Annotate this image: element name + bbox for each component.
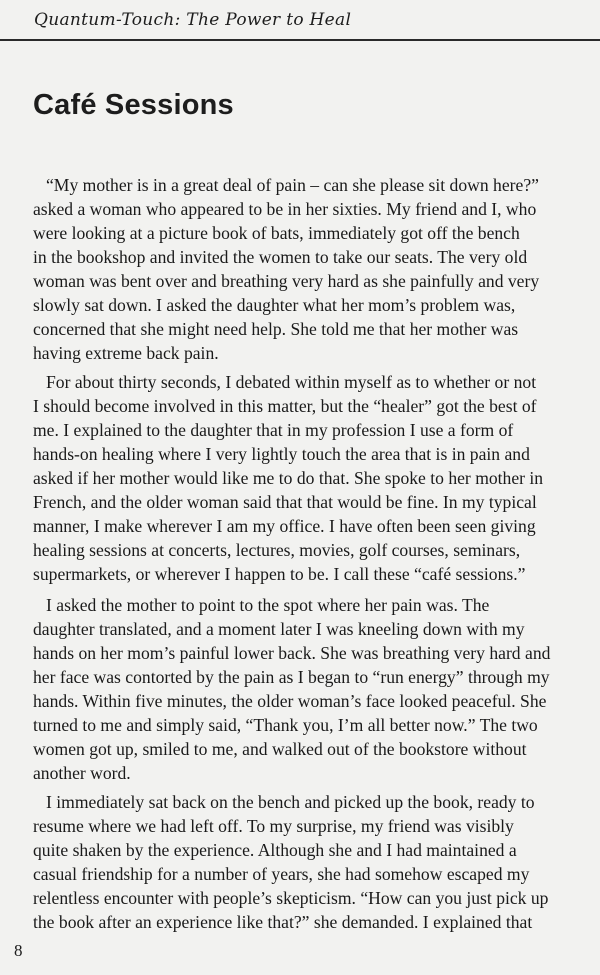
text-line: “My mother is in a great deal of pain – can she please sit down here?” <box>46 175 539 195</box>
text-line: quite shaken by the experience. Although she and I had maintained a <box>33 840 517 860</box>
text-line: in the bookshop and invited the women to take our seats. The very old <box>33 247 528 267</box>
text-line: concerned that she might need help. She told me that her mother was <box>33 319 519 339</box>
text-line: healing sessions at concerts, lectures, movies, golf courses, seminars, <box>33 540 521 560</box>
text-line: the book after an experience like that?” she demanded. I explained that <box>33 912 533 932</box>
text-line: turned to me and simply said, “Thank you, I’m all better now.” The two <box>33 715 538 735</box>
paragraph-4 <box>33 790 593 934</box>
text-line: hands-on healing where I very lightly touch the area that is in pain and <box>33 444 530 464</box>
text-line: French, and the older woman said that that would be fine. In my typical <box>33 492 537 512</box>
header-rule <box>0 39 600 41</box>
text-line: women got up, smiled to me, and walked out of the bookstore without <box>33 739 527 759</box>
text-line: asked if her mother would like me to do that. She spoke to her mother in <box>33 468 544 488</box>
running-header: Quantum-Touch: The Power to Heal <box>34 10 352 30</box>
text-line: hands. Within five minutes, the older woman’s face looked peaceful. She <box>33 691 547 711</box>
text-line: I asked the mother to point to the spot where her pain was. The <box>46 595 490 615</box>
text-line: casual friendship for a number of years, she had somehow escaped my <box>33 864 530 884</box>
paragraph-3 <box>33 593 593 785</box>
text-line: resume where we had left off. To my surprise, my friend was visibly <box>33 816 514 836</box>
text-line: asked a woman who appeared to be in her sixties. My friend and I, who <box>33 199 537 219</box>
text-line: supermarkets, or wherever I happen to be. I call these “café sessions.” <box>33 564 526 584</box>
text-line: another word. <box>33 763 131 783</box>
text-line: I immediately sat back on the bench and picked up the book, ready to <box>46 792 535 812</box>
text-line: her face was contorted by the pain as I began to “run energy” through my <box>33 667 550 687</box>
text-line: woman was bent over and breathing very hard as she painfully and very <box>33 271 540 291</box>
text-line: having extreme back pain. <box>33 343 219 363</box>
text-line: were looking at a picture book of bats, immediately got off the bench <box>33 223 520 243</box>
text-line: hands on her mom’s painful lower back. She was breathing very hard and <box>33 643 551 663</box>
paragraph-2 <box>33 370 593 586</box>
chapter-title: Café Sessions <box>33 89 234 121</box>
text-line: manner, I make wherever I am my office. I have often been seen giving <box>33 516 536 536</box>
text-line: daughter translated, and a moment later I was kneeling down with my <box>33 619 525 639</box>
page-number: 8 <box>14 941 23 960</box>
text-line: I should become involved in this matter, but the “healer” got the best of <box>33 396 537 416</box>
text-line: slowly sat down. I asked the daughter what her mom’s problem was, <box>33 295 516 315</box>
text-line: relentless encounter with people’s skepticism. “How can you just pick up <box>33 888 549 908</box>
text-line: For about thirty seconds, I debated within myself as to whether or not <box>46 372 537 392</box>
paragraph-1 <box>33 173 593 365</box>
text-line: me. I explained to the daughter that in my profession I use a form of <box>33 420 514 440</box>
